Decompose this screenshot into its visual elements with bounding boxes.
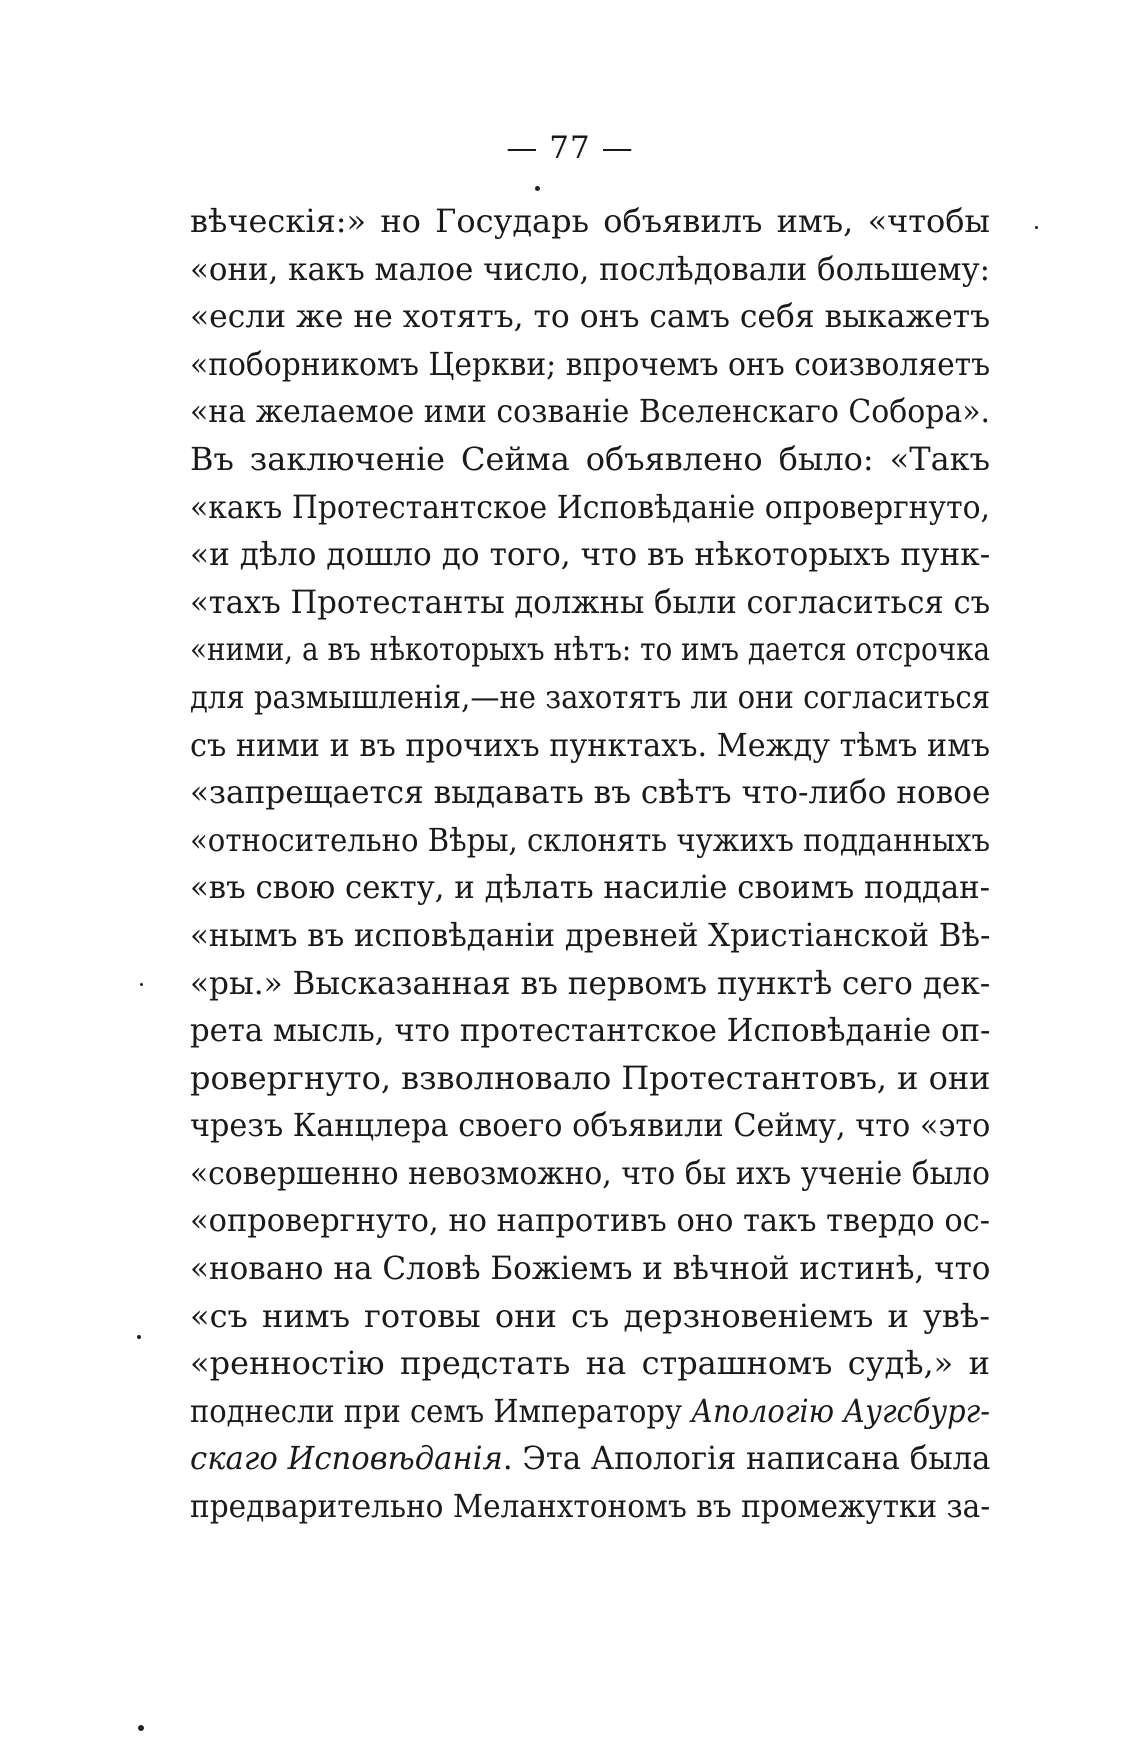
text-line (190, 1388, 990, 1436)
page-number: — 77 — (506, 130, 634, 166)
text-line: «опровергнуто, но напротивъ оно такъ твердо ос- (190, 1201, 990, 1240)
text-line: «съ нимъ готовы они съ дерзновеніемъ и увѣ- (190, 1296, 990, 1335)
text-line: Въ заключеніе Сейма объявлено было: «Такъ (190, 439, 990, 478)
ink-speck (1035, 226, 1038, 229)
text-span: поднесли при семъ Императору (190, 1391, 692, 1430)
text-line: «ры.» Высказанная въ первомъ пунктѣ сего дек- (190, 963, 991, 1002)
text-span: . Эта Апологія написана была (502, 1439, 990, 1478)
text-line (190, 1435, 990, 1483)
text-line: «тахъ Протестанты должны были согласиться съ (190, 582, 991, 621)
text-line: «запрещается выдавать въ свѣтъ что-либо новое (190, 773, 991, 812)
text-line: ровергнуто, взволновало Протестантовъ, и они (190, 1058, 991, 1097)
text-line: «они, какъ малое число, послѣдовали большему: (190, 249, 991, 288)
text-line: съ ними и въ прочихъ пунктахъ. Между тѣмъ имъ (190, 725, 990, 764)
text-line: «какъ Протестантское Исповѣданіе опровергнуто, (190, 487, 990, 526)
text-line: «ренностію предстать на страшномъ судѣ,» и (190, 1344, 990, 1383)
italic-title: Апологію Аугсбург- (691, 1391, 990, 1430)
text-line: чрезъ Канцлера своего объявили Сейму, что «это (190, 1106, 990, 1145)
text-line: «ними, а въ нѣкоторыхъ нѣтъ: то имъ дается отсрочка (190, 630, 991, 669)
text-line: предварительно Меланхтономъ въ промежутки за- (190, 1487, 991, 1526)
ink-speck (140, 983, 143, 986)
text-line: «въ свою секту, и дѣлать насиліе своимъ поддан- (190, 868, 991, 907)
text-line: рета мысль, что протестантское Исповѣданіе оп- (190, 1011, 991, 1050)
text-line: «если же не хотятъ, то онъ самъ себя выкажетъ (190, 297, 991, 336)
text-line: «совершенно невозможно, что бы ихъ ученіе было (190, 1153, 991, 1192)
text-line: «новано на Словѣ Божіемъ и вѣчной истинѣ, что (190, 1249, 990, 1288)
text-line: «поборникомъ Церкви; впрочемъ онъ соизволяетъ (190, 344, 991, 383)
text-line: «и дѣло дошло до того, что въ нѣкоторыхъ пунк- (190, 535, 990, 574)
body-text (190, 198, 990, 1531)
ink-speck (535, 186, 540, 191)
italic-title: скаго Исповѣданія (190, 1439, 503, 1478)
ink-speck (137, 1335, 141, 1339)
text-line: «на желаемое ими созваніе Вселенскаго Собора». (190, 392, 991, 431)
ink-speck (138, 1725, 144, 1731)
text-line: «относительно Вѣры, склонять чужихъ подданныхъ (190, 820, 991, 859)
text-line: вѣческія:» но Государь объявилъ имъ, «чтобы (190, 202, 990, 240)
text-line: для размышленія,—не захотятъ ли они согласиться (190, 677, 991, 716)
text-line: «нымъ въ исповѣданіи древней Христіанской Вѣ- (190, 915, 991, 954)
